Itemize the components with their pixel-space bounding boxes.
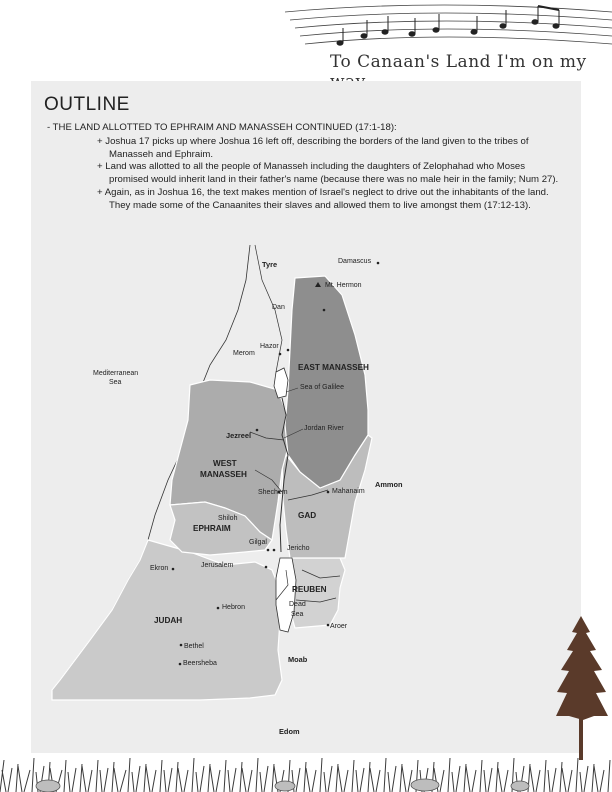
map-label-sea-of-galilee: Sea of Galilee xyxy=(300,384,344,391)
outline-heading: OUTLINE xyxy=(44,94,130,115)
map-label-shiloh: Shiloh xyxy=(218,515,238,522)
map-label-tyre: Tyre xyxy=(262,260,278,269)
map-label-gad: GAD xyxy=(298,511,317,520)
grass-border xyxy=(0,740,612,792)
map-label-dan: Dan xyxy=(272,304,285,311)
map-label-manasseh: MANASSEH xyxy=(200,470,247,479)
map-label-jericho: Jericho xyxy=(287,545,310,552)
music-staff-decoration xyxy=(0,0,612,60)
map-label-ekron: Ekron xyxy=(150,565,169,572)
outline-list xyxy=(47,122,567,213)
map-label-east-manasseh: EAST MANASSEH xyxy=(298,363,369,372)
map-label-mahanaim: Mahanaim xyxy=(332,488,365,495)
map-label-damascus: Damascus xyxy=(338,258,372,265)
map-label-mediterranean: Mediterranean xyxy=(93,370,139,377)
map-label-hebron: Hebron xyxy=(222,604,245,611)
map-label-hazor: Hazor xyxy=(260,343,279,350)
banner-title: To Canaan's Land I'm on my xyxy=(330,52,587,72)
map-label-shechem: Shechem xyxy=(258,489,288,496)
map-label-ammon: Ammon xyxy=(375,480,403,489)
map-label-moab: Moab xyxy=(288,655,308,664)
map-label-bethel: Bethel xyxy=(184,643,204,650)
map-label-reuben: REUBEN xyxy=(292,585,327,594)
tribal-allotment-map xyxy=(50,240,450,750)
outline-sub-point: + Again, as in Joshua 16, the text makes mention of Israel's neglect to drive out the inhabitants of the land. They made some of the Canaanites their slaves and allowed them to live amongst them (17:12-13). xyxy=(97,186,549,211)
map-label-dead: Dead xyxy=(289,601,306,608)
map-label-edom: Edom xyxy=(279,727,300,736)
map-label-jordan-river: Jordan River xyxy=(304,425,344,432)
map-label-jezreel: Jezreel xyxy=(226,431,252,440)
map-label-ephraim: EPHRAIM xyxy=(193,524,231,533)
outline-sub-point: + Land was allotted to all the people of Manasseh including the daughters of Zelophahad who Moses promised would inherit land in their father's name (because there was no male heir in the family; Num 27). xyxy=(97,161,559,186)
map-label-gilgal: Gilgal xyxy=(249,539,267,546)
map-label-sea: Sea xyxy=(109,379,122,386)
sea-of-galilee xyxy=(274,368,288,398)
map-label-beersheba: Beersheba xyxy=(183,660,217,667)
map-label-merom: Merom xyxy=(233,350,255,357)
map-label-jerusalem: Jerusalem xyxy=(201,562,234,569)
map-label-west: WEST xyxy=(213,459,237,468)
map-label-aroer: Aroer xyxy=(330,623,348,630)
outline-main-point: - THE LAND ALLOTTED TO EPHRAIM AND MANASSEH CONTINUED (17:1-18): xyxy=(47,122,397,133)
outline-sub-point: + Joshua 17 picks up where Joshua 16 left off, describing the borders of the land given to the tribes of Manasseh and Ephraim. xyxy=(97,135,529,160)
map-label-judah: JUDAH xyxy=(154,616,183,625)
map-label-dead-sea: Sea xyxy=(291,611,304,618)
map-label-mt-hermon: Mt. Hermon xyxy=(325,282,362,289)
